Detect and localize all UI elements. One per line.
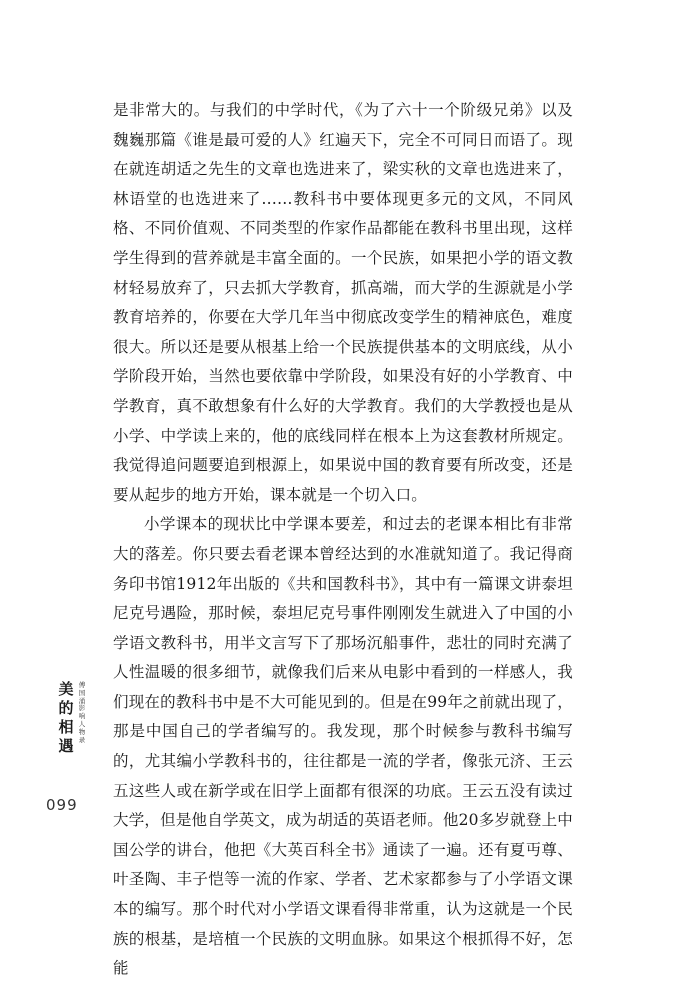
page-number: 099 [46, 796, 78, 814]
paragraph-1: 是非常大的。与我们的中学时代，《为了六十一个阶级兄弟》以及魏巍那篇《谁是最可爱的人》红遍天下，完全不可同日而语了。现在就连胡适之先生的文章也选进来了，梁实秋的文章也选进来了，林语堂的也选进来了……教科书中要体现更多元的文风，不同风格、不同价值观、不同类型的作家作品都能在教科书里出现，这样学生得到的营养就是丰富全面的。一个民族，如果把小学的语文教材轻易放弃了，只去抓大学教育，抓高端，而大学的生源就是小学教育培养的，你要在大学几年当中彻底改变学生的精神底色，难度很大。所以还是要从根基上给一个民族提供基本的文明底线，从小学阶段开始，当然也要依靠中学阶段，如果没有好的小学教育、中学教育，真不敢想象有什么好的大学教育。我们的大学教授也是从小学、中学读上来的，他的底线同样在根本上为这套教材所规定。我觉得追问题要追到根源上，如果说中国的教育要有所改变，还是要从起步的地方开始，课本就是一个切入口。 [113, 101, 573, 504]
book-subtitle: 傅国涌影响人物录 [78, 681, 86, 744]
body-text [113, 96, 573, 984]
book-title: 美的相遇 [58, 680, 74, 755]
paragraph-2: 小学课本的现状比中学课本要差，和过去的老课本相比有非常大的落差。你只要去看老课本曾经达到的水准就知道了。我记得商务印书馆1912年出版的《共和国教科书》，其中有一篇课文讲泰坦尼克号遇险，那时候，泰坦尼克号事件刚刚发生就进入了中国的小学语文教科书，用半文言写下了那场沉船事件，悲壮的同时充满了人性温暖的很多细节，就像我们后来从电影中看到的一样感人，我们现在的教科书中是不大可能见到的。但是在99年之前就出现了，那是中国自己的学者编写的。我发现，那个时候参与教科书编写的，尤其编小学教科书的，往往都是一流的学者，像张元济、王云五这些人或在新学或在旧学上面都有很深的功底。王云五没有读过大学，但是他自学英文，成为胡适的英语老师。他20多岁就登上中国公学的讲台，他把《大英百科全书》通读了一遍。还有夏丏尊、叶圣陶、丰子恺等一流的作家、学者、艺术家都参与了小学语文课本的编写。那个时代对小学语文课看得非常重，认为这就是一个民族的根基，是培植一个民族的文明血脉。如果这个根抓得不好，怎能 [113, 515, 573, 978]
